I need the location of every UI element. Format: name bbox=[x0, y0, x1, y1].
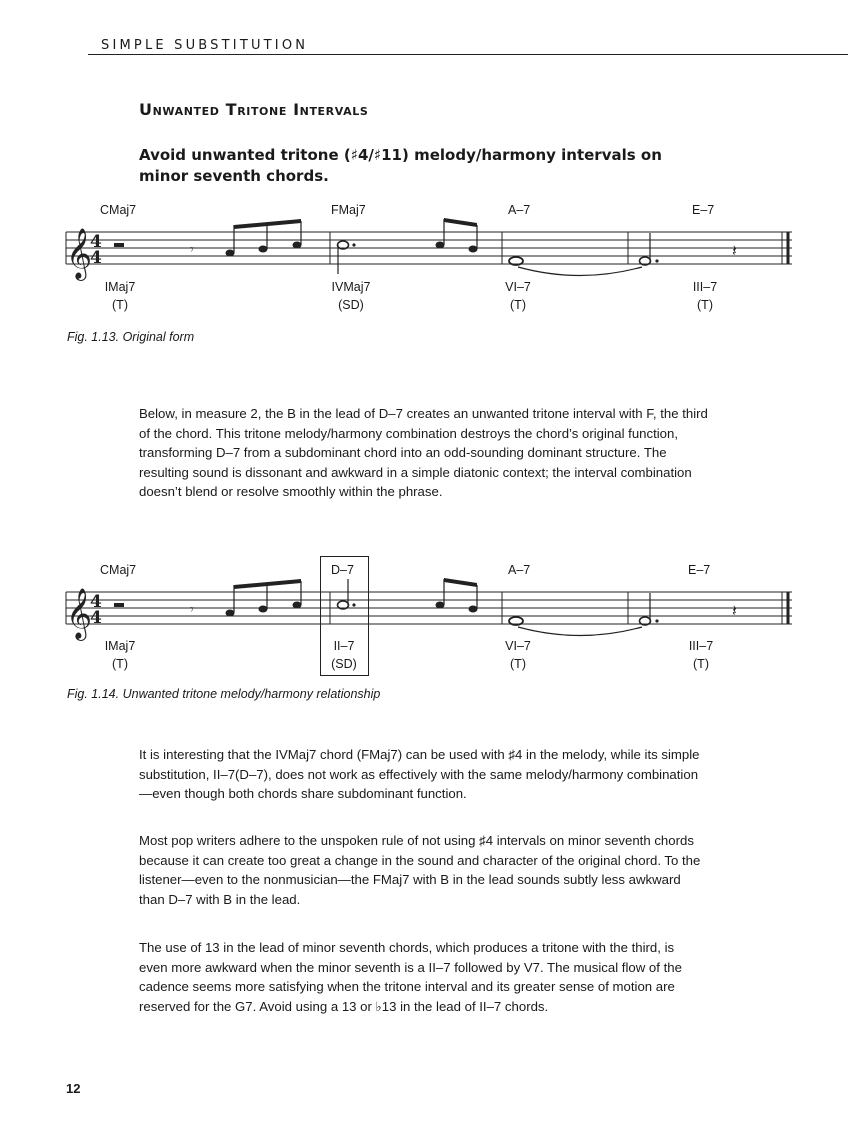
body-paragraph: Most pop writers adhere to the unspoken rule of not using ♯4 intervals on minor seventh chords because it can create too great a change in the sound and character of the original chord. To the listener—even to the nonmusician—the FMaj7 with B in the lead sounds subtly less awkward than D–7 with B in the lead. bbox=[139, 833, 701, 907]
staff-lines bbox=[66, 232, 792, 264]
quarter-rest: 𝄽 bbox=[732, 241, 737, 260]
chord-symbol: A–7 bbox=[508, 203, 531, 217]
chord-symbol: E–7 bbox=[688, 563, 711, 577]
roman-numeral: III–7 (T) bbox=[688, 639, 714, 671]
treble-clef-icon: 𝄞 bbox=[66, 228, 93, 279]
chord-symbol: E–7 bbox=[692, 203, 715, 217]
beamed-eighth-notes bbox=[436, 578, 478, 613]
chord-symbol: D–7 bbox=[331, 563, 354, 577]
tie bbox=[518, 627, 642, 636]
roman-numeral: IVMaj7 (SD) bbox=[331, 280, 371, 312]
page-number: 12 bbox=[66, 1081, 81, 1096]
time-signature-bottom: 4 bbox=[90, 248, 102, 268]
body-paragraph: The use of 13 in the lead of minor seventh chords, which produces a tritone with the third, is even more awkward when the minor seventh is a II–7 followed by V7. The musical flow of the cadence seems more satisfying when the tritone interval and its greater sense of motion are reserved for the G7. Avoid using a 13 or ♭13 in the lead of II–7 chords. bbox=[139, 940, 682, 1014]
chord-symbol: A–7 bbox=[508, 563, 531, 577]
eighth-rest: 𝄾 bbox=[190, 242, 194, 258]
section-heading: Unwanted Tritone Intervals bbox=[139, 100, 369, 119]
treble-clef-icon: 𝄞 bbox=[66, 588, 93, 639]
beamed-eighth-notes bbox=[226, 579, 302, 617]
figure-caption: Fig. 1.14. Unwanted tritone melody/harmony relationship bbox=[67, 687, 381, 701]
roman-numeral: VI–7 (T) bbox=[505, 639, 531, 671]
roman-numeral: III–7 (T) bbox=[692, 280, 718, 312]
roman-numeral: IMaj7 (T) bbox=[104, 639, 136, 671]
staff-lines bbox=[66, 592, 792, 624]
half-rest bbox=[114, 603, 124, 607]
running-title: SIMPLE SUBSTITUTION bbox=[101, 38, 309, 53]
chord-symbol: CMaj7 bbox=[100, 203, 137, 217]
tie bbox=[518, 267, 642, 276]
time-signature-top: 4 bbox=[90, 232, 102, 252]
time-signature-top: 4 bbox=[90, 592, 102, 612]
chord-symbol: FMaj7 bbox=[331, 203, 366, 217]
eighth-rest: 𝄾 bbox=[190, 602, 194, 618]
roman-numeral: VI–7 (T) bbox=[505, 280, 531, 312]
beamed-eighth-notes bbox=[436, 218, 478, 253]
rule-statement: Avoid unwanted tritone (♯4/♯11) melody/harmony intervals on minor seventh chords. bbox=[139, 146, 662, 185]
header-rule bbox=[88, 54, 848, 55]
quarter-rest: 𝄽 bbox=[732, 601, 737, 620]
roman-numeral: II–7 (SD) bbox=[331, 639, 357, 671]
time-signature-bottom: 4 bbox=[90, 608, 102, 628]
body-paragraph: It is interesting that the IVMaj7 chord (FMaj7) can be used with ♯4 in the melody, while its simple substitution, II–7(D–7), does not work as effectively with the same melody/harmony combination—even though both chords share subdominant function. bbox=[139, 747, 700, 802]
body-paragraph: Below, in measure 2, the B in the lead of D–7 creates an unwanted tritone interval with F, the third of the chord. This tritone melody/harmony combination destroys the chord’s original function, transforming D–7 from a subdominant chord into an odd-sounding dominant structure. The resulting sound is dissonant and awkward in a simple diatonic context; the interval combination doesn’t blend or resolve smoothly within the phrase. bbox=[139, 406, 708, 500]
roman-numeral: IMaj7 (T) bbox=[104, 280, 136, 312]
half-rest bbox=[114, 243, 124, 247]
figure-caption: Fig. 1.13. Original form bbox=[67, 330, 195, 344]
beamed-eighth-notes bbox=[226, 219, 302, 257]
chord-symbol: CMaj7 bbox=[100, 563, 137, 577]
